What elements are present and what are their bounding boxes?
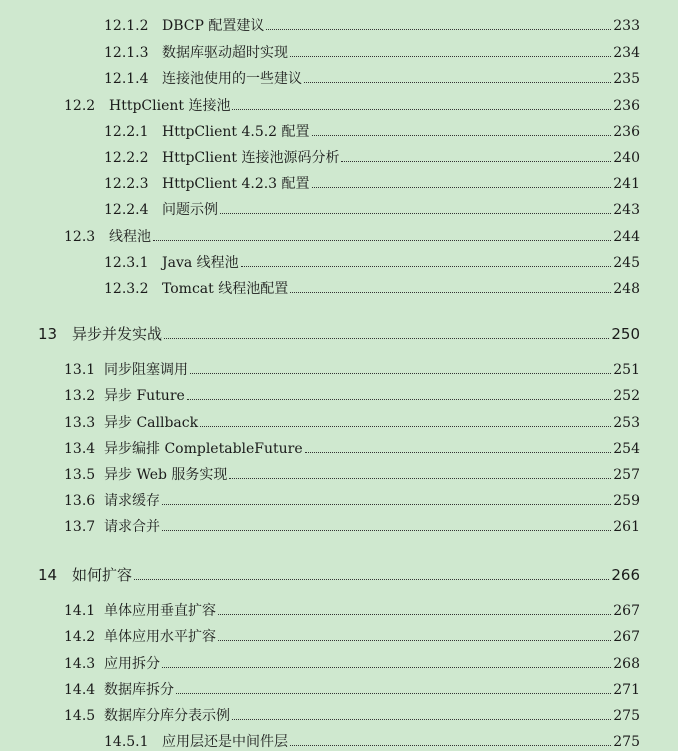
- toc-entry-14-5: [0, 707, 640, 725]
- entry-title: 异步编排 CompletableFuture: [104, 441, 303, 457]
- toc-entry-14-2: [0, 628, 640, 646]
- entry-page-number: 245: [613, 255, 640, 271]
- entry-page-number: 252: [613, 388, 640, 404]
- entry-title: 问题示例: [162, 202, 218, 218]
- entry-page-number: 243: [613, 202, 640, 218]
- chapter-page-number: 250: [611, 325, 640, 343]
- toc-entry-13-5: [0, 466, 640, 484]
- entry-title: 应用拆分: [104, 656, 160, 672]
- dot-leader: [218, 640, 611, 641]
- entry-title: 请求缓存: [104, 493, 160, 509]
- toc-entry-12-1-4: [0, 70, 640, 88]
- toc-entry-12-2-2: [0, 149, 640, 167]
- entry-title: 线程池: [109, 229, 151, 245]
- entry-title: 数据库拆分: [104, 682, 174, 698]
- entry-title: HttpClient 4.2.3 配置: [162, 176, 310, 192]
- entry-page-number: 254: [613, 441, 640, 457]
- chapter-page-number: 266: [611, 566, 640, 584]
- chapter-number: 14: [38, 566, 58, 584]
- toc-entry-13-1: [0, 361, 640, 379]
- entry-page-number: 241: [613, 176, 640, 192]
- toc-entry-12-3: [0, 228, 640, 246]
- entry-page-number: 244: [613, 229, 640, 245]
- entry-number: 14.1: [64, 603, 96, 619]
- entry-number: 13.6: [64, 493, 96, 509]
- dot-leader: [305, 452, 612, 453]
- entry-number: 13.7: [64, 519, 96, 535]
- entry-page-number: 248: [613, 281, 640, 297]
- entry-title: Tomcat 线程池配置: [162, 281, 289, 297]
- entry-title: DBCP 配置建议: [162, 18, 265, 34]
- entry-page-number: 236: [613, 98, 640, 114]
- entry-page-number: 275: [613, 708, 640, 724]
- toc-entry-14-1: [0, 602, 640, 620]
- toc-entry-12-2: [0, 97, 640, 115]
- toc-entry-14-3: [0, 655, 640, 673]
- entry-page-number: 251: [613, 362, 640, 378]
- dot-leader: [220, 213, 611, 214]
- entry-title: 单体应用垂直扩容: [104, 603, 216, 619]
- toc-entry-13-2: [0, 387, 640, 405]
- dot-leader: [162, 504, 611, 505]
- dot-leader: [153, 240, 611, 241]
- entry-page-number: 240: [613, 150, 640, 166]
- entry-number: 13.2: [64, 388, 96, 404]
- entry-title: HttpClient 连接池源码分析: [162, 150, 340, 166]
- entry-number: 14.4: [64, 682, 96, 698]
- entry-page-number: 235: [613, 71, 640, 87]
- toc-entry-13-7: [0, 518, 640, 536]
- entry-page-number: 233: [613, 18, 640, 34]
- toc-entry-12-2-4: [0, 201, 640, 219]
- entry-number: 13.1: [64, 362, 96, 378]
- entry-number: 12.1.2: [104, 18, 149, 34]
- dot-leader: [312, 187, 612, 188]
- toc-entry-13-4: [0, 440, 640, 458]
- entry-title: HttpClient 4.5.2 配置: [162, 124, 310, 140]
- dot-leader: [200, 426, 611, 427]
- toc-entry-12-3-2: [0, 280, 640, 298]
- dot-leader: [229, 478, 611, 479]
- entry-number: 12.3.1: [104, 255, 149, 271]
- entry-number: 13.4: [64, 441, 96, 457]
- toc-entry-12-1-3: [0, 44, 640, 62]
- entry-number: 12.1.3: [104, 45, 149, 61]
- entry-title: 单体应用水平扩容: [104, 629, 216, 645]
- entry-page-number: 271: [613, 682, 640, 698]
- toc-chapter-13: [0, 325, 640, 343]
- dot-leader: [218, 614, 611, 615]
- chapter-title: 如何扩容: [72, 566, 133, 584]
- toc-entry-14-5-1: [0, 733, 640, 751]
- dot-leader: [164, 338, 609, 339]
- entry-number: 12.2.4: [104, 202, 149, 218]
- entry-page-number: 275: [613, 734, 640, 750]
- toc-entry-12-2-3: [0, 175, 640, 193]
- toc-entry-12-1-2: [0, 17, 640, 35]
- dot-leader: [241, 266, 612, 267]
- dot-leader: [176, 693, 611, 694]
- entry-title: 数据库分库分表示例: [104, 708, 230, 724]
- entry-title: 连接池使用的一些建议: [162, 71, 302, 87]
- entry-title: 数据库驱动超时实现: [162, 45, 288, 61]
- dot-leader: [162, 667, 611, 668]
- entry-title: 异步 Web 服务实现: [104, 467, 228, 483]
- entry-title: HttpClient 连接池: [109, 98, 231, 114]
- toc-entry-13-3: [0, 414, 640, 432]
- dot-leader: [134, 579, 609, 580]
- entry-number: 12.2.3: [104, 176, 149, 192]
- entry-number: 13.5: [64, 467, 96, 483]
- chapter-number: 13: [38, 325, 58, 343]
- entry-number: 12.2.2: [104, 150, 149, 166]
- toc-chapter-14: [0, 566, 640, 584]
- dot-leader: [312, 135, 612, 136]
- entry-title: 异步 Callback: [104, 415, 199, 431]
- entry-page-number: 267: [613, 629, 640, 645]
- dot-leader: [290, 745, 611, 746]
- entry-number: 14.5: [64, 708, 96, 724]
- entry-title: 异步 Future: [104, 388, 185, 404]
- entry-page-number: 234: [613, 45, 640, 61]
- dot-leader: [187, 399, 611, 400]
- entry-page-number: 268: [613, 656, 640, 672]
- toc-entry-14-4: [0, 681, 640, 699]
- entry-number: 14.3: [64, 656, 96, 672]
- dot-leader: [162, 530, 611, 531]
- toc-entry-13-6: [0, 492, 640, 510]
- dot-leader: [266, 29, 611, 30]
- entry-number: 14.2: [64, 629, 96, 645]
- entry-page-number: 261: [613, 519, 640, 535]
- dot-leader: [290, 56, 611, 57]
- entry-title: 请求合并: [104, 519, 160, 535]
- entry-page-number: 259: [613, 493, 640, 509]
- chapter-title: 异步并发实战: [72, 325, 163, 343]
- entry-page-number: 267: [613, 603, 640, 619]
- entry-number: 12.2.1: [104, 124, 149, 140]
- toc-entry-12-2-1: [0, 123, 640, 141]
- dot-leader: [232, 719, 611, 720]
- dot-leader: [341, 161, 611, 162]
- entry-page-number: 257: [613, 467, 640, 483]
- dot-leader: [304, 82, 611, 83]
- dot-leader: [190, 373, 611, 374]
- entry-title: Java 线程池: [162, 255, 239, 271]
- dot-leader: [232, 109, 611, 110]
- entry-title: 应用层还是中间件层: [162, 734, 288, 750]
- toc-entry-12-3-1: [0, 254, 640, 272]
- entry-number: 12.1.4: [104, 71, 149, 87]
- entry-number: 13.3: [64, 415, 96, 431]
- entry-number: 12.2: [64, 98, 96, 114]
- dot-leader: [290, 292, 611, 293]
- entry-page-number: 236: [613, 124, 640, 140]
- entry-number: 12.3.2: [104, 281, 149, 297]
- entry-number: 14.5.1: [104, 734, 149, 750]
- entry-number: 12.3: [64, 229, 96, 245]
- entry-title: 同步阻塞调用: [104, 362, 188, 378]
- entry-page-number: 253: [613, 415, 640, 431]
